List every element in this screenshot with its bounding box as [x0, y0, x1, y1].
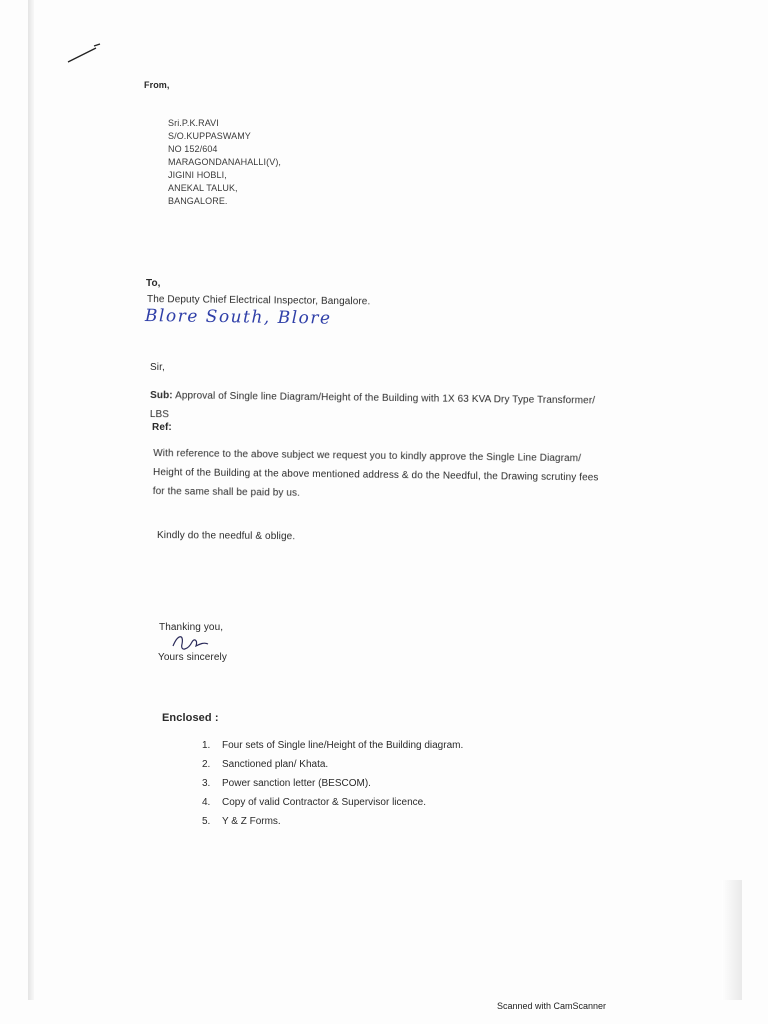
enclosure-text: Y & Z Forms. — [222, 816, 281, 827]
salutation: Sir, — [150, 362, 165, 373]
sender-taluk: ANEKAL TALUK, — [168, 183, 238, 193]
handwritten-signature — [170, 632, 210, 654]
reference-label: Ref: — [152, 422, 172, 433]
enclosure-number: 4. — [202, 797, 211, 808]
enclosure-number: 5. — [202, 816, 211, 827]
enclosed-title: Enclosed : — [162, 712, 219, 724]
sender-door-number: NO 152/604 — [168, 144, 218, 154]
recipient-line: The Deputy Chief Electrical Inspector, Bangalore. — [146, 294, 371, 308]
closing-request: Kindly do the needful & oblige. — [156, 530, 296, 543]
page-edge-shadow — [28, 0, 34, 1000]
enclosure-text: Sanctioned plan/ Khata. — [222, 759, 329, 770]
from-label: From, — [144, 80, 170, 90]
body-paragraph: With reference to the above subject we request you to kindly approve the Single Line Diagram/ Height of the Building at the above mentioned address & do the Needful, the Drawing scrutiny fees for the same shall be paid by us. — [152, 448, 599, 499]
sender-father: S/O.KUPPASWAMY — [168, 131, 251, 141]
enclosure-item — [202, 816, 281, 827]
enclosure-text: Power sanction letter (BESCOM). — [222, 778, 371, 789]
enclosure-item — [202, 740, 463, 751]
subject-text: Approval of Single line Diagram/Height of the Building with 1X 63 KVA Dry Type Transformer/ LBS — [149, 390, 596, 421]
enclosure-item — [202, 797, 426, 808]
enclosure-number: 2. — [202, 759, 211, 770]
sender-village: MARAGONDANAHALLI(V), — [168, 157, 282, 167]
yours-sincerely: Yours sincerely — [158, 652, 227, 663]
enclosure-text: Copy of valid Contractor & Supervisor licence. — [222, 797, 426, 808]
enclosure-number: 3. — [202, 778, 211, 789]
page-corner-shadow — [722, 880, 742, 1000]
enclosure-item — [202, 759, 328, 770]
pen-stroke-mark — [66, 42, 104, 64]
camscanner-watermark: Scanned with CamScanner — [497, 1001, 607, 1011]
enclosure-number: 1. — [202, 740, 211, 751]
enclosure-item — [202, 778, 371, 789]
subject-line — [150, 386, 600, 429]
sender-hobli: JIGINI HOBLI, — [168, 170, 227, 180]
sender-name: Sri.P.K.RAVI — [168, 118, 219, 128]
to-label: To, — [146, 278, 161, 289]
enclosure-text: Four sets of Single line/Height of the Building diagram. — [222, 740, 464, 751]
subject-label: Sub: — [150, 390, 173, 402]
thanking-line: Thanking you, — [159, 622, 224, 633]
sender-city: BANGALORE. — [168, 196, 228, 206]
handwritten-recipient-note: Blore South, Blore — [144, 306, 332, 329]
